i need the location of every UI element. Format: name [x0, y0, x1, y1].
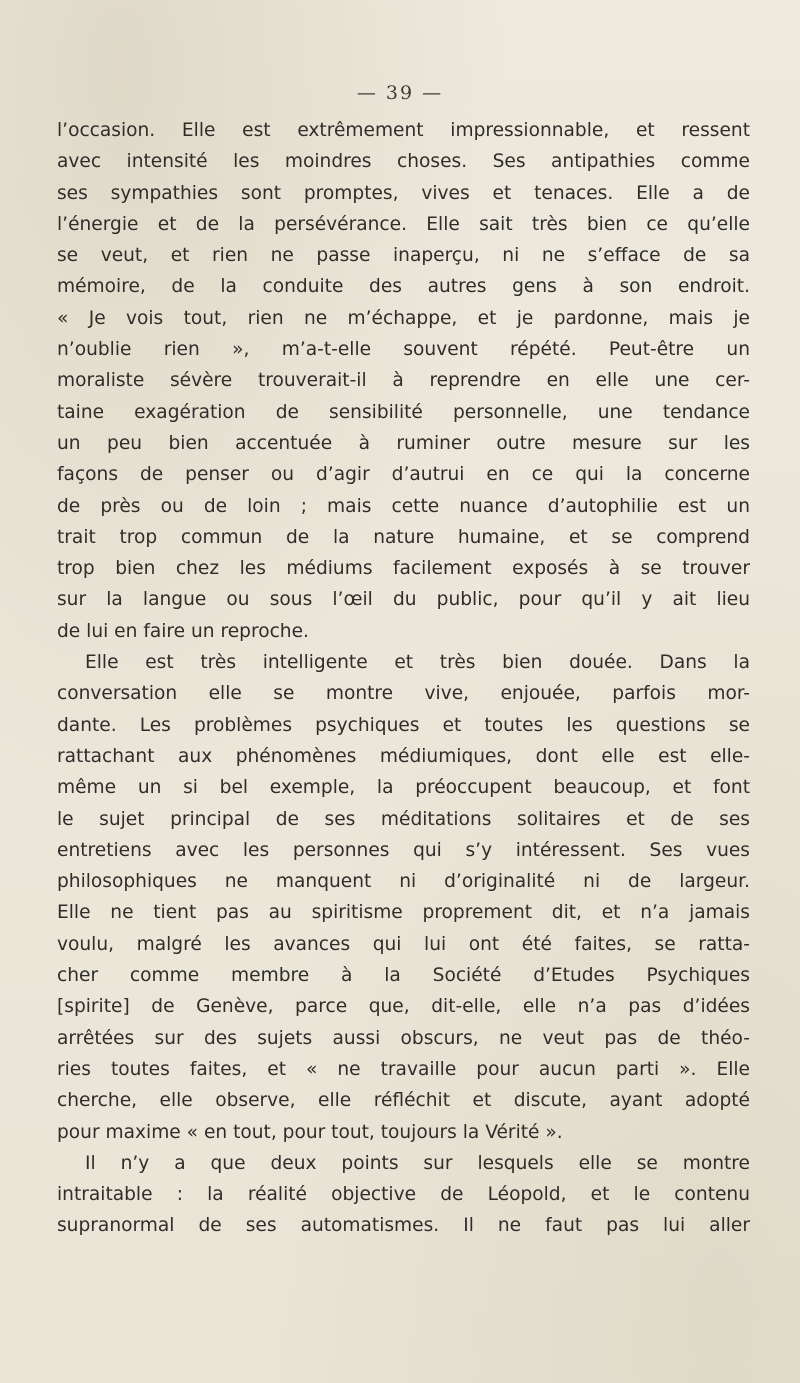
- text-line: sur la langue ou sous l’œil du public, pour qu’il y ait lieu: [57, 589, 750, 611]
- text-line: pour maxime « en tout, pour tout, toujours la Vérité ».: [57, 1121, 563, 1143]
- text-line: se veut, et rien ne passe inaperçu, ni ne s’efface de sa: [57, 245, 750, 267]
- text-line: cherche, elle observe, elle réfléchit et discute, ayant adopté: [57, 1090, 750, 1112]
- text-line: un peu bien accentuée à ruminer outre mesure sur les: [57, 432, 750, 454]
- text-line: avec intensité les moindres choses. Ses antipathies comme: [57, 151, 750, 173]
- text-line: philosophiques ne manquent ni d’originalité ni de largeur.: [57, 871, 750, 893]
- text-line: Elle est très intelligente et très bien douée. Dans la: [85, 652, 750, 674]
- text-line: trait trop commun de la nature humaine, et se comprend: [57, 526, 750, 548]
- text-line: Elle ne tient pas au spiritisme proprement dit, et n’a jamais: [57, 902, 750, 924]
- text-line: voulu, malgré les avances qui lui ont été faites, se ratta-: [57, 933, 750, 955]
- text-line: mémoire, de la conduite des autres gens à son endroit.: [57, 276, 750, 298]
- paragraph: [57, 1148, 750, 1242]
- text-line: « Je vois tout, rien ne m’échappe, et je pardonne, mais je: [57, 307, 750, 329]
- text-line: moraliste sévère trouverait-il à reprendre en elle une cer-: [57, 370, 750, 392]
- text-line: taine exagération de sensibilité personnelle, une tendance: [57, 401, 750, 423]
- text-line: arrêtées sur des sujets aussi obscurs, ne veut pas de théo-: [57, 1027, 750, 1049]
- text-line: de lui en faire un reproche.: [57, 620, 309, 642]
- text-line: l’occasion. Elle est extrêmement impressionnable, et ressent: [57, 120, 750, 141]
- text-line: cher comme membre à la Société d’Etudes Psychiques: [57, 965, 750, 987]
- text-line: [spirite] de Genève, parce que, dit-elle, elle n’a pas d’idées: [57, 996, 750, 1018]
- text-line: ries toutes faites, et « ne travaille pour aucun parti ». Elle: [57, 1058, 750, 1080]
- text-line: l’énergie et de la persévérance. Elle sait très bien ce qu’elle: [57, 213, 750, 235]
- text-line: de près ou de loin ; mais cette nuance d’autophilie est un: [57, 495, 750, 517]
- text-line: le sujet principal de ses méditations solitaires et de ses: [57, 808, 750, 830]
- text-line: même un si bel exemple, la préoccupent beaucoup, et font: [57, 777, 750, 799]
- text-line: rattachant aux phénomènes médiumiques, dont elle est elle-: [57, 745, 750, 767]
- page-number: — 39 —: [356, 82, 444, 104]
- paragraph: [57, 647, 750, 1148]
- text-line: conversation elle se montre vive, enjouée, parfois mor-: [57, 683, 750, 705]
- text-line: ses sympathies sont promptes, vives et tenaces. Elle a de: [57, 182, 750, 204]
- text-line: dante. Les problèmes psychiques et toutes les questions se: [57, 714, 750, 736]
- text-line: intraitable : la réalité objective de Léopold, et le contenu: [57, 1184, 750, 1206]
- text-line: façons de penser ou d’agir d’autrui en ce qui la concerne: [57, 464, 750, 486]
- body-text: [57, 115, 750, 1242]
- text-line: entretiens avec les personnes qui s’y intéressent. Ses vues: [57, 839, 750, 861]
- text-line: n’oublie rien », m’a-t-elle souvent répété. Peut-être un: [57, 339, 750, 361]
- text-line: Il n’y a que deux points sur lesquels elle se montre: [85, 1152, 750, 1174]
- text-line: trop bien chez les médiums facilement exposés à se trouver: [57, 558, 750, 580]
- paragraph: [57, 115, 750, 647]
- text-line: supranormal de ses automatismes. Il ne faut pas lui aller: [57, 1215, 750, 1237]
